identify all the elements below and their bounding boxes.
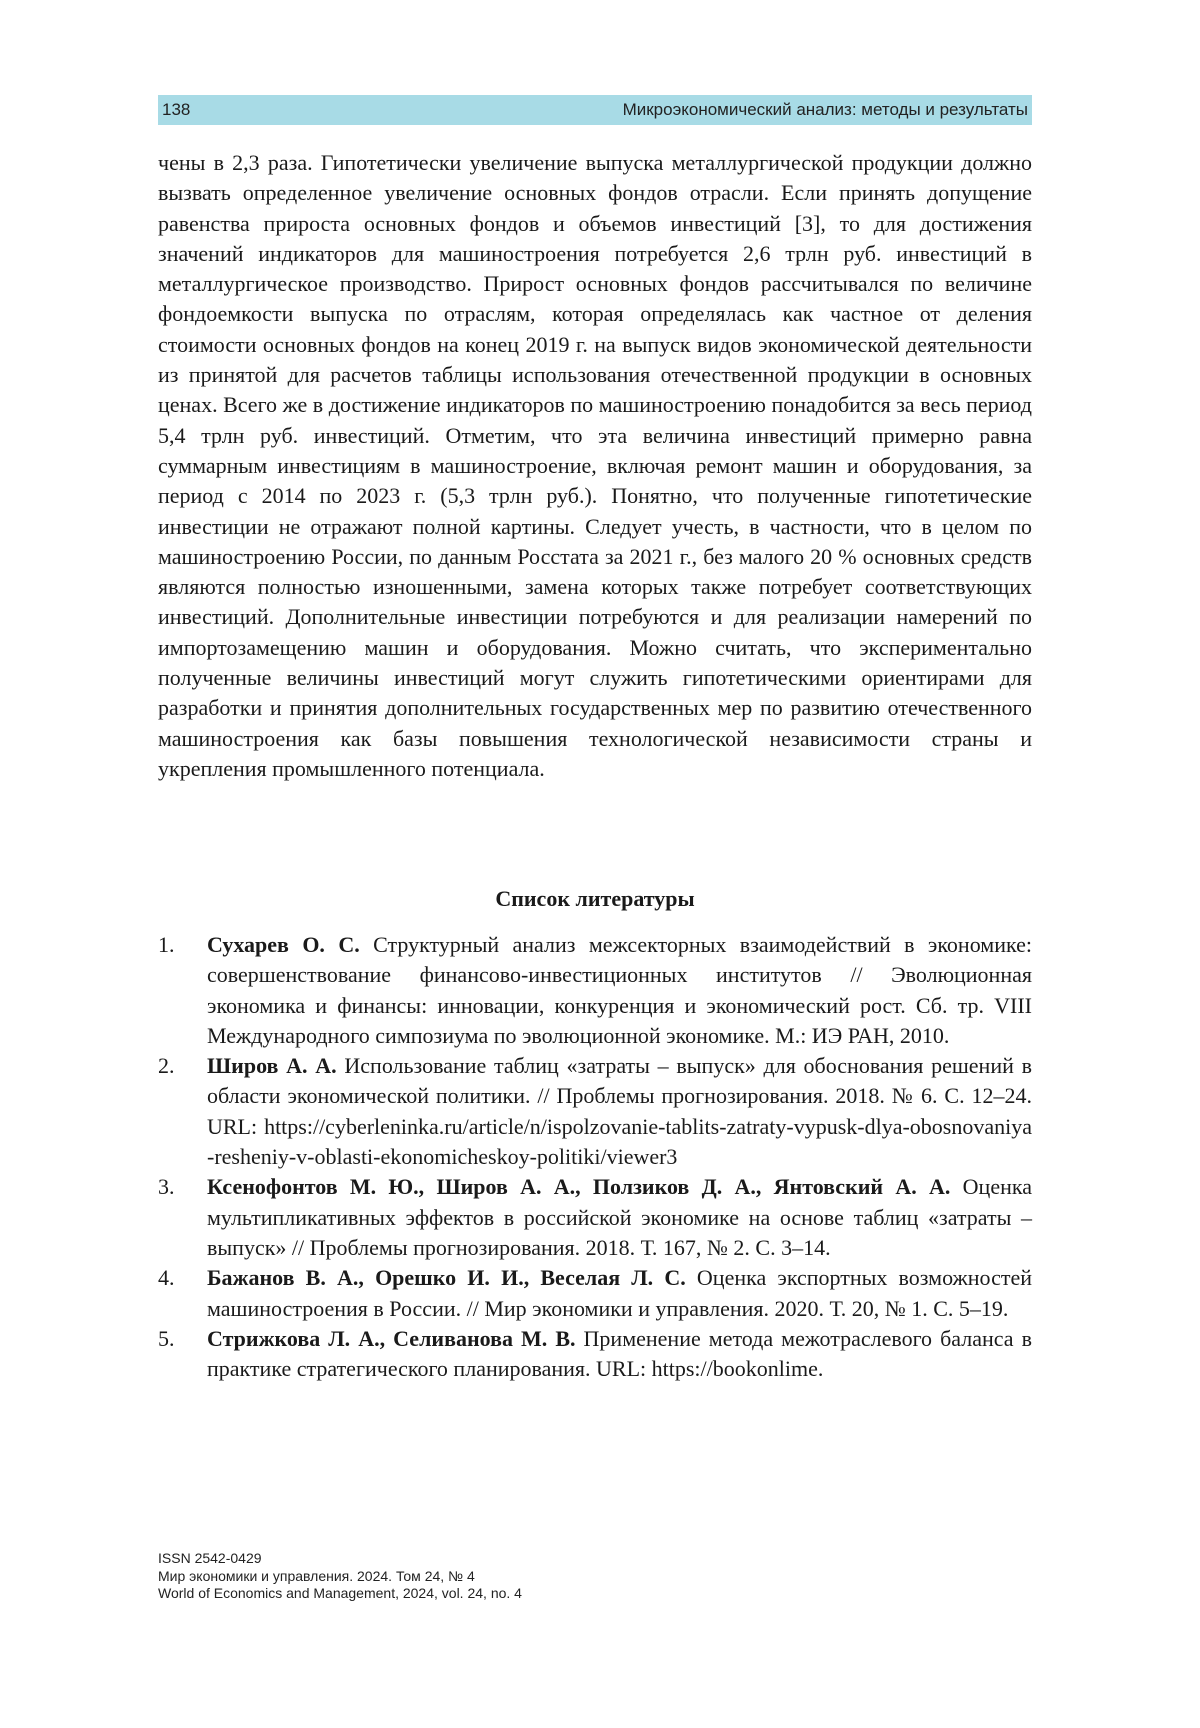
reference-number: 4. bbox=[158, 1265, 175, 1291]
body-text bbox=[158, 148, 1032, 784]
page-footer bbox=[158, 1550, 522, 1603]
reference-item bbox=[158, 1263, 1032, 1324]
running-header bbox=[158, 95, 1032, 125]
reference-item bbox=[158, 1172, 1032, 1263]
reference-item bbox=[158, 930, 1032, 1051]
body-paragraph: чены в 2,3 раза. Гипотетически увеличение выпуска металлургической продукции должно вызвать определенное увеличение основных фондов отрасли. Если принять допущение равенства прироста основных фондов и объемов инвестиций [3], то для достижения значений индикаторов для машиностроения потребуется 2,6 трлн руб. инвестиций в металлургическое производство. Прирост основных фондов рассчитывался по величине фондоемкости выпуска по отраслям, которая определялась как частное от деления стоимости основных фондов на конец 2019 г. на выпуск видов экономической деятельности из принятой для расчетов таблицы использования отечественной продукции в основных ценах. Всего же в достижение индикаторов по машиностроению понадобится за весь период 5,4 трлн руб. инвестиций. Отметим, что эта величина инвестиций примерно равна суммарным инвестициям в машиностроение, включая ремонт машин и оборудования, за период с 2014 по 2023 г. (5,3 трлн руб.). Понятно, что полученные гипотетические инвестиции не отражают полной картины. Следует учесть, в частности, что в целом по машиностроению России, по данным Росстата за 2021 г., без малого 20 % основных средств являются полностью изношенными, замена которых также потребует соответствующих инвестиций. Дополнительные инвестиции потребуются и для реализации намерений по импортозамещению машин и оборудования. Можно считать, что экспериментально полученные величины инвестиций могут служить гипотетическими ориентирами для разработки и принятия дополнительных государственных мер по развитию отечественного машиностроения как базы повышения технологической независимости страны и укрепления промышленного потенциала. bbox=[158, 150, 1032, 781]
footer-journal-en: World of Economics and Management, 2024, vol. 24, no. 4 bbox=[158, 1585, 522, 1601]
reference-url-link[interactable]: https://bookonlime. bbox=[651, 1356, 824, 1382]
reference-text: Оценка мультипликативных эффектов в российской экономике на основе таблиц «затраты – выпуск» // Проблемы прогнозирования. 2018. Т. 167, № 2. С. 3–14. bbox=[207, 1174, 1032, 1260]
reference-authors: Бажанов В. А., Орешко И. И., Веселая Л. С. bbox=[207, 1265, 686, 1291]
reference-item bbox=[158, 1051, 1032, 1172]
reference-authors: Широв А. А. bbox=[207, 1053, 337, 1079]
reference-authors: Ксенофонтов М. Ю., Широв А. А., Ползиков Д. А., Янтовский А. А. bbox=[207, 1174, 951, 1200]
reference-text: Применение метода межотраслевого баланса в практике стратегического планирования. URL: bbox=[207, 1325, 1032, 1382]
reference-number: 5. bbox=[158, 1325, 175, 1351]
reference-text: Структурный анализ межсекторных взаимодействий в экономике: совершенствование финансово-инвестиционных институтов // Эволюционная экономика и финансы: инновации, конкуренция и экономический рост. Сб. тр. VIII Международного симпозиума по эволюционной экономике. М.: ИЭ РАН, 2010. bbox=[207, 932, 1032, 1048]
reference-authors: Сухарев О. С. bbox=[207, 932, 360, 957]
reference-text: Оценка экспортных возможностей машиностроения в России. // Мир экономики и управления. 2020. Т. 20, № 1. С. 5–19. bbox=[207, 1265, 1032, 1321]
page-number: 138 bbox=[162, 100, 191, 119]
reference-url-link[interactable]: https://cyberleninka.ru/article/n/ispolzovanie-tablits-zatraty-vypusk-dlya-obosnovaniya-resheniy-v-oblasti-ekonomicheskoy-politiki/viewer3 bbox=[207, 1113, 1032, 1170]
footer-journal-ru: Мир экономики и управления. 2024. Том 24, № 4 bbox=[158, 1567, 475, 1584]
reference-authors: Стрижкова Л. А., Селиванова М. В. bbox=[207, 1325, 576, 1351]
references-list bbox=[158, 930, 1032, 1384]
running-title: Микроэкономический анализ: методы и результаты bbox=[622, 100, 1028, 119]
reference-number: 3. bbox=[158, 1174, 175, 1200]
references-title: Список литературы bbox=[495, 886, 695, 911]
reference-item bbox=[158, 1324, 1032, 1385]
reference-number: 1. bbox=[158, 932, 175, 957]
footer-issn: ISSN 2542-0429 bbox=[158, 1550, 262, 1566]
reference-number: 2. bbox=[158, 1053, 175, 1079]
reference-text: Использование таблиц «затраты – выпуск» для обоснования решений в области экономической политики. // Проблемы прогнозирования. 2018. № 6. С. 12–24. URL: bbox=[207, 1053, 1032, 1139]
